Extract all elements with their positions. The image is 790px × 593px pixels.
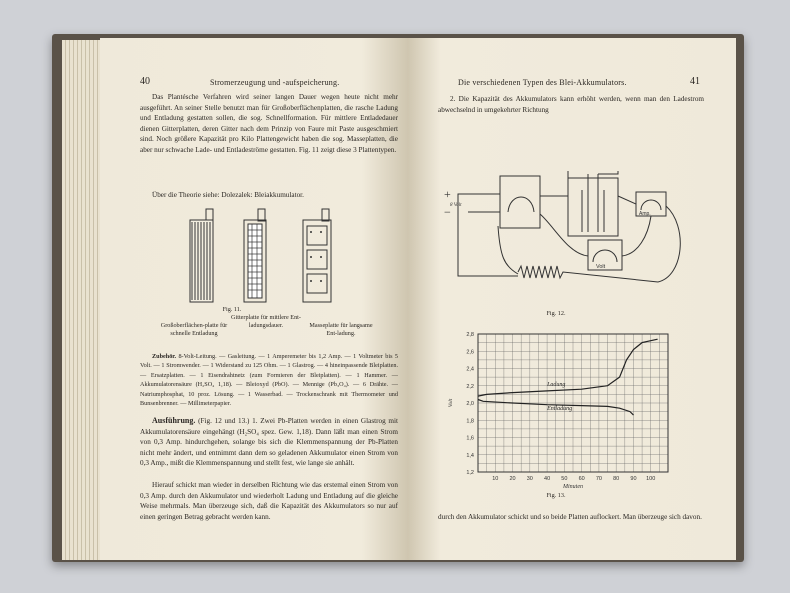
x-tick-label: 90 xyxy=(630,476,637,482)
y-tick-label: 1,6 xyxy=(466,435,474,442)
series-label: Entladung xyxy=(547,405,573,412)
fig13-caption: Fig. 13. xyxy=(546,492,566,499)
y-tick-label: 2,8 xyxy=(466,332,474,338)
label-grossoberflaeche: Großoberflächen-platte für schnelle Entladung xyxy=(160,322,228,337)
x-tick-label: 40 xyxy=(544,476,551,482)
y-tick-label: 2,0 xyxy=(466,401,474,407)
zubehoer-text: 8-Volt-Leitung. — Gasleitung. — 1 Amperemeter bis 1,2 Amp. — 1 Voltmeter bis 5 Volt. — 1 Stromwender. — 1 Widerstand zu 125 Ohm. — 1 Glastrog. — 4 hineinpassende Bleiplatten. — Ersatzplatten. — 1 Eisendrahtnetz (zum Formieren der Bleiplatten). — 1 Hammer. — Akkumulatorensäure (H₂SO₄ 1,18). — Bleioxyd (PbO). — Mennige (Pb₃O₄). — 6 Drähte. — Natriumphosphat, 10 proz. Lösung. — 1 Wasserbad. — Trockenschrank mit Thermometer und Bunsenbrenner. — Millimeterpapier. xyxy=(140,353,399,408)
x-tick-label: 10 xyxy=(492,476,499,482)
paragraph-hierauf: Hierauf schickt man wieder in derselben Richtung wie das erstemal einen Strom von 0,3 Amp. durch den Akkumulator und wiederholt Ladung und Entladung auf die gleiche Weise mehrmals. Man überzeuge sich, daß die Kapazität des Akkumulators so nur auf einen geringen Betrag gebracht werden kann. xyxy=(140,481,398,521)
zubehoer-block xyxy=(140,352,398,408)
ausfuehrung-block xyxy=(140,416,398,469)
left-page xyxy=(100,38,408,560)
plate-masse xyxy=(303,209,331,302)
y-tick-label: 1,4 xyxy=(466,452,474,459)
theory-line: Über die Theorie siehe: Dolezalek: Bleiakkumulator. xyxy=(152,191,304,199)
label-volt: Volt xyxy=(596,264,606,270)
paragraph-closing: durch den Akkumulator schickt und so beide Platten auflockert. Man überzeuge sich davon. xyxy=(438,513,702,521)
label-gitterplatte: Gitterplatte für mittlere Ent-ladungsdauer. xyxy=(231,314,301,329)
page-number-right: 41 xyxy=(690,76,700,87)
y-tick-label: 2,6 xyxy=(466,349,474,356)
minus-sign: − xyxy=(444,205,451,219)
plus-sign: + xyxy=(444,187,451,201)
series-line-ladung xyxy=(478,339,658,396)
label-8-volt: 8 Volt xyxy=(450,203,462,208)
x-tick-label: 100 xyxy=(646,476,656,482)
plate-gitter xyxy=(244,209,266,302)
y-axis-label: Volt xyxy=(448,398,454,408)
fig12-caption: Fig. 12. xyxy=(546,310,566,317)
running-head-right: Die verschiedenen Typen des Blei-Akkumulators. xyxy=(458,78,627,87)
right-page xyxy=(408,38,736,560)
x-tick-label: 50 xyxy=(561,476,568,482)
x-tick-label: 70 xyxy=(595,476,602,482)
x-tick-label: 30 xyxy=(526,476,533,482)
y-tick-label: 2,4 xyxy=(466,366,474,373)
plate-grossoberflaeche xyxy=(190,209,213,302)
y-tick-label: 1,2 xyxy=(466,470,474,476)
y-tick-label: 2,2 xyxy=(466,383,474,390)
fig12-circuit-svg xyxy=(438,166,708,304)
paragraph-kapazitaet: 2. Die Kapazität des Akkumulators kann erhöht werden, wenn man den Ladestrom abwechselnd in umgekehrter Richtung xyxy=(438,95,704,114)
y-tick-label: 1,8 xyxy=(466,418,474,425)
x-tick-label: 80 xyxy=(613,476,620,482)
x-tick-label: 60 xyxy=(578,476,585,482)
ausfuehrung-text: (Fig. 12 und 13.) 1. Zwei Pb-Platten werden in einen Glastrog mit Akkumulatorensäure eingehängt (H₂SO₄ spez. Gew. 1,18). Dann läßt man einen Strom von 0,3 Amp. hindurchgehen, solange bis sich die Klemmenspannung der Pb-Platten nicht mehr ändert, und entnimmt dann dem so geladenen Akkumulator einen Strom von 0,3 Amp., mißt die Klemmenspannung und stellt fest, wie lange sie anhält. xyxy=(140,417,399,468)
fig11-caption: Fig. 11. xyxy=(222,306,242,313)
fig13-chart-svg xyxy=(438,326,710,496)
x-axis-label: Minuten xyxy=(563,484,583,490)
x-tick-label: 20 xyxy=(509,476,516,482)
label-amp: Amp. xyxy=(639,211,651,217)
running-head-left: Stromerzeugung und -aufspeicherung. xyxy=(210,78,340,87)
paragraph-plante: Das Plantésche Verfahren wird seiner langen Dauer wegen heute nicht mehr ausgeführt. An seiner Stelle benutzt man für Großoberflächenplatten, die rasche Ladung und Entladung gestatten sollen, die sog. Schnellformation. Für mittlere Entladedauer dienen Gitterplatten, deren Gitter nach dem Prinzip von Faure mit Paste ausgeschmiert sind. Noch größere Kapazität pro Kilo Plattengewicht haben die sog. Masseplatten, die aber nur schwache Lade- und Entladeströme gestatten. Fig. 11 zeigt diese 3 Plattentypen. xyxy=(140,93,398,154)
fig11-plates-svg xyxy=(140,206,400,318)
label-masseplatte: Masseplatte für langsame Ent-ladung. xyxy=(309,322,373,337)
ausfuehrung-title: Ausführung. xyxy=(152,416,196,425)
series-label: Ladung xyxy=(547,381,566,388)
page-number-left: 40 xyxy=(140,76,150,87)
zubehoer-title: Zubehör. xyxy=(152,353,177,360)
